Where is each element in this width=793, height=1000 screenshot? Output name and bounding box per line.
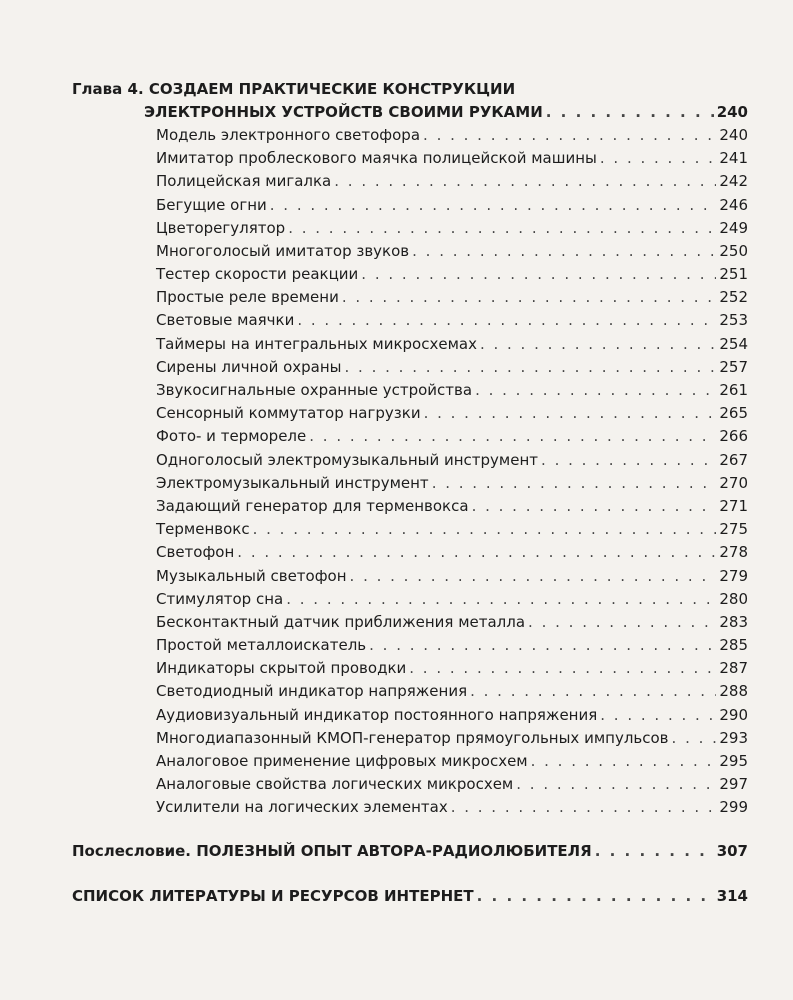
toc-entry (156, 727, 748, 750)
toc-entry (156, 124, 748, 147)
toc-entry (156, 449, 748, 472)
toc-entry-page-number: 251 (719, 265, 748, 284)
toc-entry (156, 170, 748, 193)
toc-entry (156, 681, 748, 704)
chapter-heading (72, 78, 748, 101)
dot-leader (600, 704, 716, 727)
toc-entry-title: Терменвокс (156, 520, 250, 539)
toc-entry (156, 472, 748, 495)
toc-entry-title: Электромузыкальный инструмент (156, 473, 429, 492)
chapter-heading-line1: Глава 4. СОЗДАЕМ ПРАКТИЧЕСКИЕ КОНСТРУКЦИИ (72, 80, 516, 98)
afterword-page-number: 307 (716, 841, 748, 860)
toc-entry (156, 611, 748, 634)
toc-entry-title: Усилители на логических элементах (156, 798, 448, 817)
toc-entry-page-number: 280 (719, 589, 748, 608)
dot-leader (412, 240, 716, 263)
table-of-contents (72, 78, 748, 908)
toc-entry-title: Таймеры на интегральных микросхемах (156, 334, 477, 353)
toc-entry-title: Цветорегулятор (156, 218, 286, 237)
afterword-entry (72, 840, 748, 863)
toc-entry (156, 333, 748, 356)
toc-entry-page-number: 250 (719, 241, 748, 260)
dot-leader (288, 217, 716, 240)
toc-entry-title: Светофон (156, 543, 235, 562)
toc-entry (156, 518, 748, 541)
toc-entry-page-number: 278 (719, 543, 748, 562)
toc-entry-page-number: 285 (719, 636, 748, 655)
toc-entry-page-number: 257 (719, 357, 748, 376)
toc-entry-page-number: 287 (719, 659, 748, 678)
toc-entry-page-number: 267 (719, 450, 748, 469)
toc-entry-page-number: 246 (719, 195, 748, 214)
toc-entry-page-number: 242 (719, 172, 748, 191)
dot-leader (350, 565, 717, 588)
toc-entry-page-number: 249 (719, 218, 748, 237)
toc-entry-page-number: 271 (719, 496, 748, 515)
dot-leader (600, 147, 716, 170)
toc-entry (156, 286, 748, 309)
dot-leader (480, 333, 716, 356)
toc-entry-page-number: 270 (719, 473, 748, 492)
toc-entry-title: Фото- и терморелe (156, 427, 307, 446)
dot-leader (270, 194, 717, 217)
dot-leader (424, 402, 717, 425)
toc-entry-page-number: 240 (719, 125, 748, 144)
toc-entry-page-number: 254 (719, 334, 748, 353)
toc-entry-page-number: 295 (719, 752, 748, 771)
toc-entry-title: Тестер скорости реакции (156, 265, 359, 284)
dot-leader (409, 657, 716, 680)
toc-entry-title: Простые реле времени (156, 288, 339, 307)
dot-leader (345, 356, 717, 379)
chapter-heading-line2: ЭЛЕКТРОННЫХ УСТРОЙСТВ СВОИМИ РУКАМИ (144, 103, 543, 121)
dot-leader (528, 611, 716, 634)
toc-entry (156, 796, 748, 819)
dot-leader (423, 124, 716, 147)
toc-entry (156, 634, 748, 657)
dot-leader (451, 796, 717, 819)
bibliography-title: СПИСОК ЛИТЕРАТУРЫ И РЕСУРСОВ ИНТЕРНЕТ (72, 886, 474, 905)
toc-entry (156, 425, 748, 448)
dot-leader (475, 379, 716, 402)
toc-entry-page-number: 253 (719, 311, 748, 330)
toc-entry (156, 379, 748, 402)
toc-entry (156, 240, 748, 263)
toc-entry (156, 541, 748, 564)
dot-leader (477, 885, 714, 908)
toc-entry-page-number: 283 (719, 612, 748, 631)
dot-leader (369, 634, 716, 657)
toc-entry-title: Задающий генератор для терменвокса (156, 496, 469, 515)
afterword-title: Послесловие. ПОЛЕЗНЫЙ ОПЫТ АВТОРА-РАДИОЛЮБИТЕЛЯ (72, 841, 592, 860)
dot-leader (595, 840, 714, 863)
toc-entry (156, 773, 748, 796)
toc-entry-title: Световые маячки (156, 311, 295, 330)
toc-entry (156, 263, 748, 286)
toc-entry (156, 565, 748, 588)
toc-entry-page-number: 279 (719, 566, 748, 585)
toc-entry (156, 495, 748, 518)
toc-entry-title: Индикаторы скрытой проводки (156, 659, 407, 678)
toc-entry (156, 147, 748, 170)
dot-leader (546, 101, 714, 124)
dot-leader (286, 588, 716, 611)
dot-leader (531, 750, 717, 773)
toc-entry-title: Многодиапазонный КМОП-генератор прямоугольных импульсов (156, 728, 669, 747)
toc-entry-page-number: 252 (719, 288, 748, 307)
toc-entry (156, 217, 748, 240)
toc-entry-title: Сирены личной охраны (156, 357, 342, 376)
toc-entry-title: Одноголосый электромузыкальный инструмент (156, 450, 539, 469)
toc-entry-title: Аналоговые свойства логических микросхем (156, 775, 514, 794)
toc-entry (156, 310, 748, 333)
toc-entry-title: Полицейская мигалка (156, 172, 332, 191)
toc-entry-page-number: 275 (719, 520, 748, 539)
dot-leader (361, 263, 716, 286)
toc-entry-page-number: 299 (719, 798, 748, 817)
toc-entry-title: Модель электронного светофора (156, 125, 421, 144)
toc-entry-title: Аналоговое применение цифровых микросхем (156, 752, 528, 771)
toc-entry-page-number: 290 (719, 705, 748, 724)
toc-entry-title: Сенсорный коммутатор нагрузки (156, 404, 421, 423)
toc-entry (156, 588, 748, 611)
bibliography-page-number: 314 (716, 886, 748, 905)
chapter-heading-line2-row (72, 101, 748, 124)
toc-entry-title: Имитатор проблескового маячка полицейской машины (156, 149, 597, 168)
dot-leader (309, 425, 716, 448)
toc-entry-list (72, 124, 748, 820)
toc-entry-title: Стимулятор сна (156, 589, 284, 608)
toc-entry-title: Музыкальный светофон (156, 566, 347, 585)
toc-entry-title: Светодиодный индикатор напряжения (156, 682, 468, 701)
dot-leader (342, 286, 717, 309)
toc-entry-title: Аудиовизуальный индикатор постоянного напряжения (156, 705, 598, 724)
toc-entry-page-number: 266 (719, 427, 748, 446)
toc-entry-title: Многоголосый имитатор звуков (156, 241, 410, 260)
toc-entry (156, 704, 748, 727)
toc-entry-page-number: 288 (719, 682, 748, 701)
dot-leader (516, 773, 716, 796)
dot-leader (334, 170, 716, 193)
dot-leader (253, 518, 717, 541)
toc-entry-page-number: 265 (719, 404, 748, 423)
toc-entry-title: Простой металлоискатель (156, 636, 367, 655)
dot-leader (432, 472, 717, 495)
bibliography-entry (72, 885, 748, 908)
toc-entry (156, 194, 748, 217)
toc-entry (156, 402, 748, 425)
toc-entry (156, 356, 748, 379)
dot-leader (237, 541, 716, 564)
dot-leader (672, 727, 717, 750)
dot-leader (297, 309, 716, 332)
dot-leader (472, 495, 717, 518)
toc-entry-page-number: 241 (719, 149, 748, 168)
toc-entry-page-number: 297 (719, 775, 748, 794)
toc-entry-page-number: 293 (719, 728, 748, 747)
toc-entry (156, 750, 748, 773)
dot-leader (470, 680, 716, 703)
toc-entry-page-number: 261 (719, 381, 748, 400)
toc-entry-title: Бегущие огни (156, 195, 267, 214)
toc-entry-title: Звукосигнальные охранные устройства (156, 381, 473, 400)
toc-entry (156, 657, 748, 680)
dot-leader (541, 449, 716, 472)
toc-entry-title: Бесконтактный датчик приближения металла (156, 612, 526, 631)
chapter-page-number: 240 (716, 103, 748, 121)
